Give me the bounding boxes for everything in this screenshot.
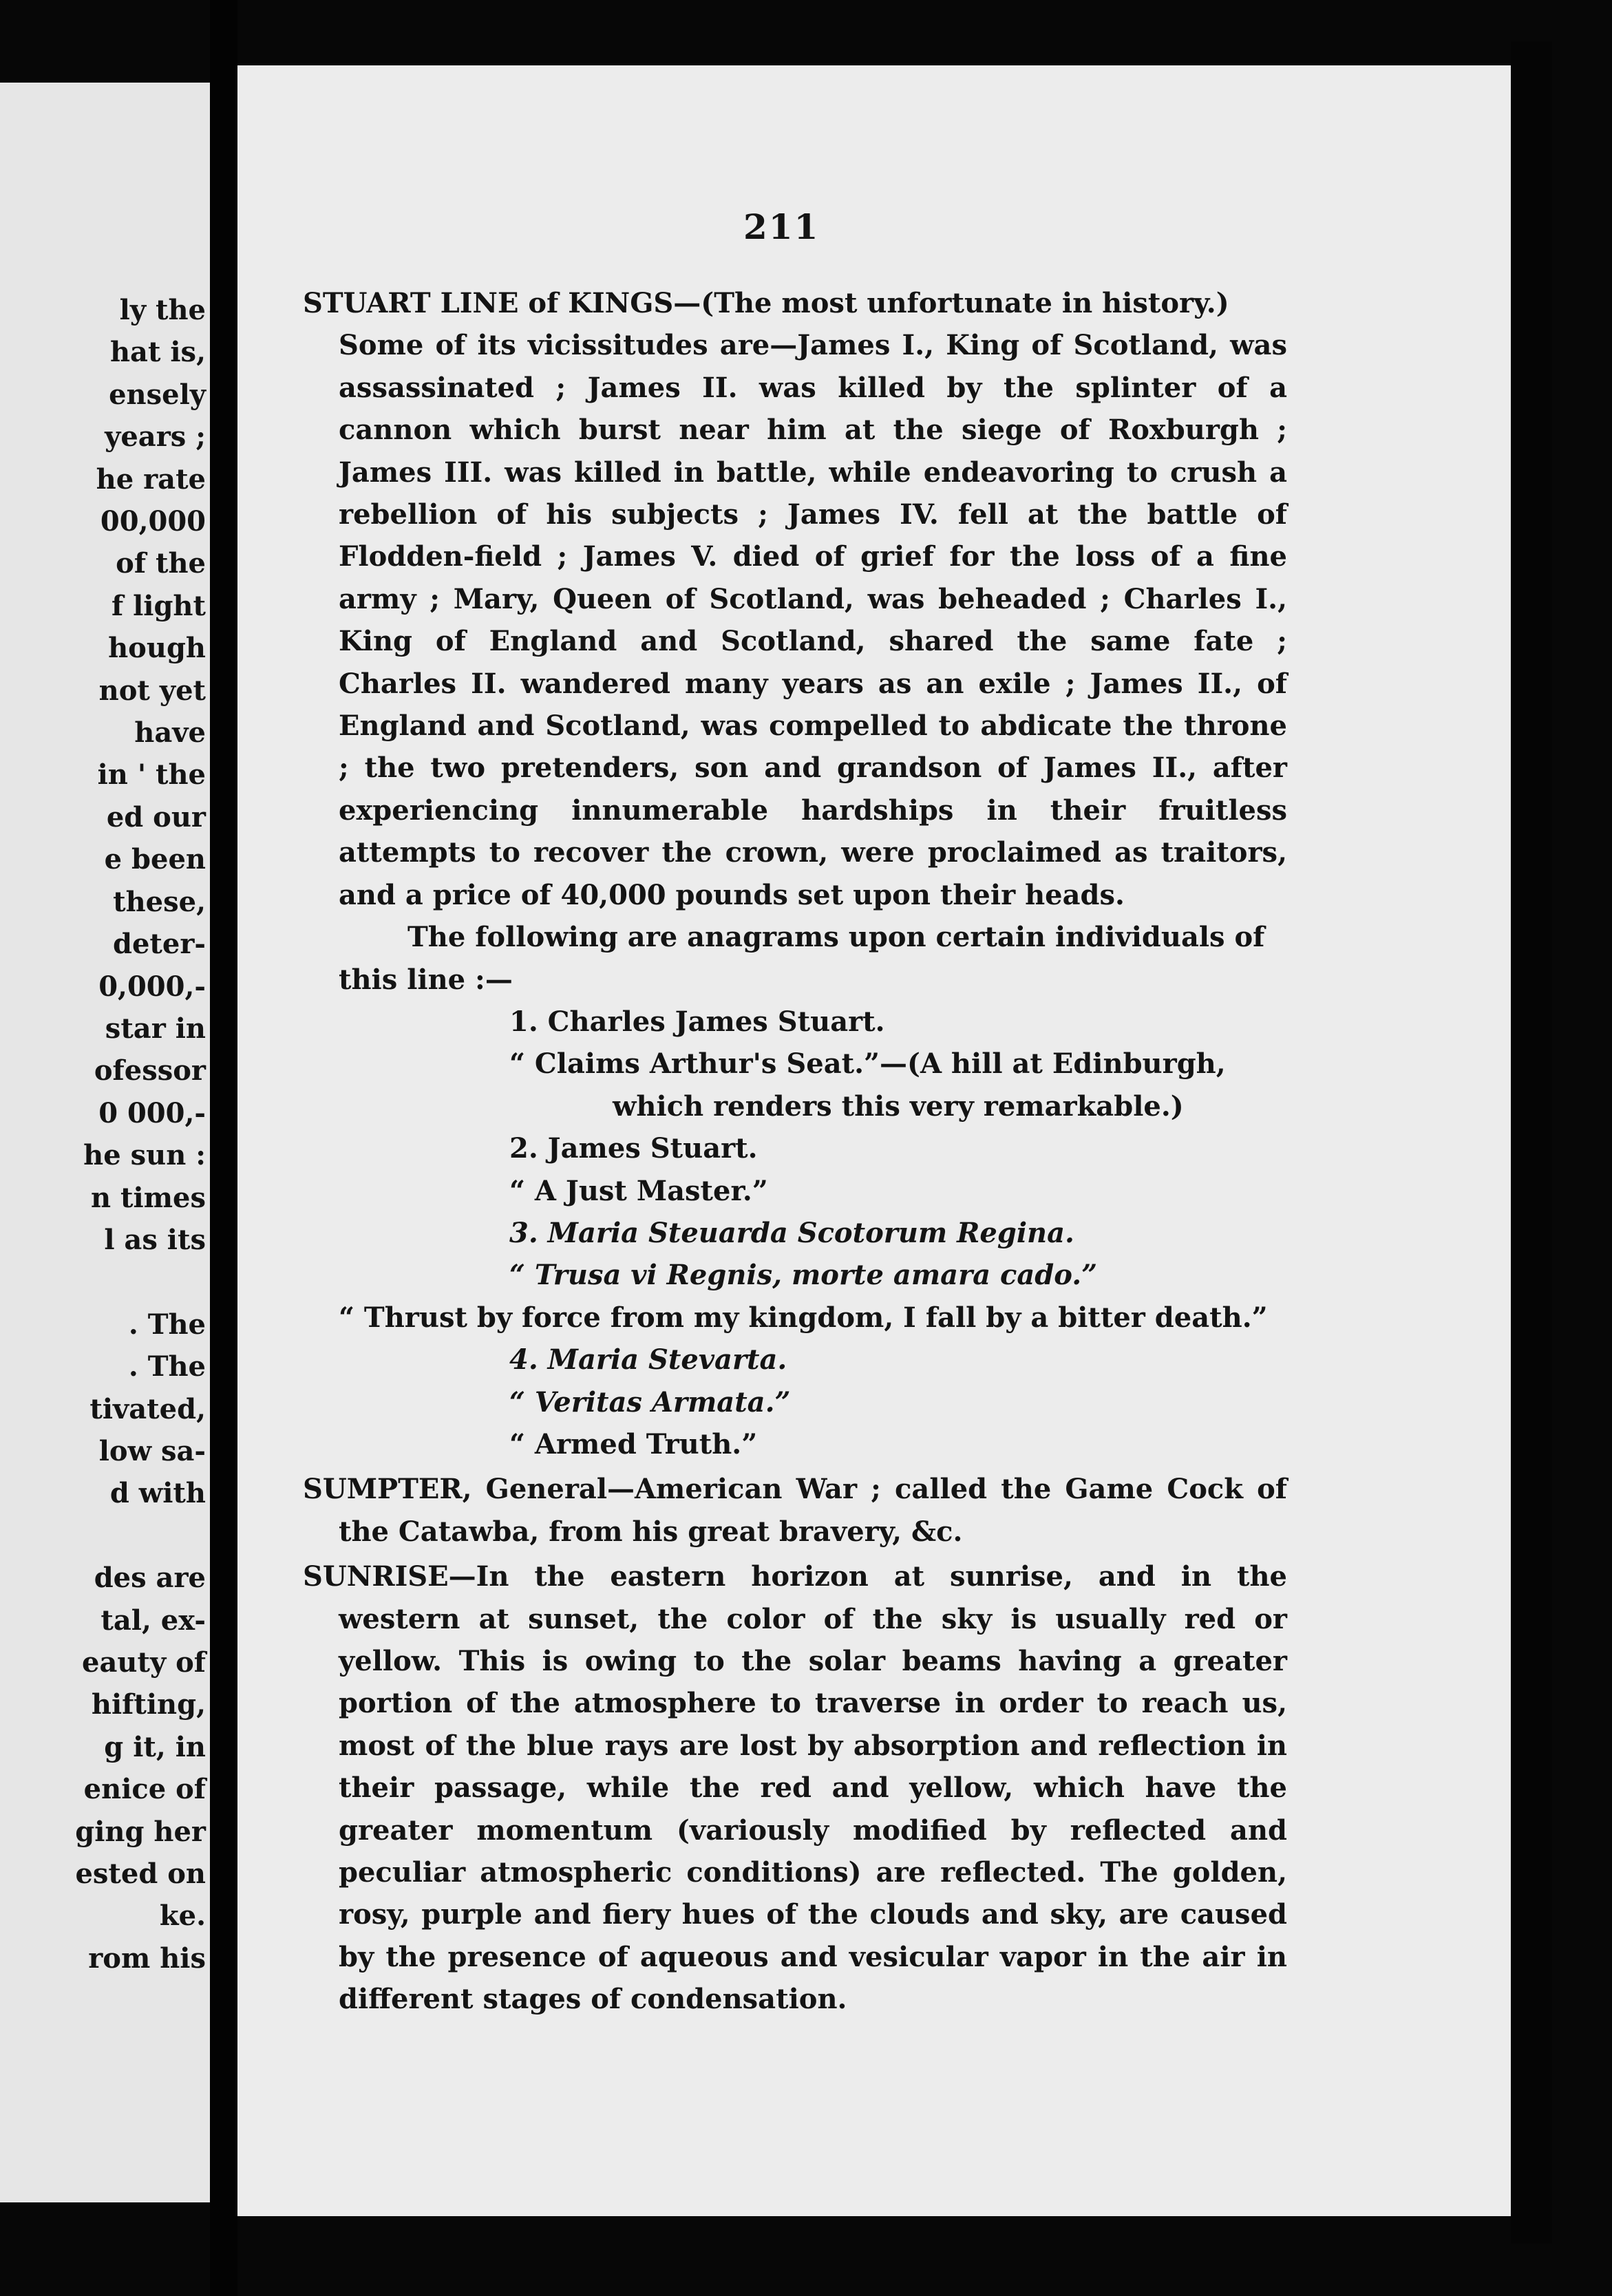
left-page-line: ested on	[75, 1858, 206, 1890]
left-page-line: 00,000	[100, 505, 206, 538]
left-page-line: years ;	[105, 421, 206, 454]
left-page-line: deter-	[112, 928, 206, 961]
entry-term: STUART LINE of KINGS	[303, 287, 674, 319]
left-page-line: have	[134, 716, 206, 750]
anagram-1-note: which renders this very remarkable.)	[613, 1089, 1184, 1123]
left-page-line: enice of	[83, 1773, 206, 1806]
left-page-line: eauty of	[82, 1646, 206, 1679]
anagram-intro: The following are anagrams upon certain individuals of this line :—	[339, 921, 1265, 996]
anagram-3-translation: “ Thrust by force from my kingdom, I fall by a bitter death.”	[339, 1301, 1268, 1334]
left-page-line: 0,000,-	[98, 970, 206, 1003]
left-page-line: rom his	[88, 1942, 206, 1975]
left-page-line: low sa-	[98, 1434, 206, 1467]
left-page-line: of the	[116, 547, 206, 580]
page-edge-shadow	[1511, 41, 1552, 2244]
left-page-line: n times	[91, 1181, 206, 1214]
entry-sunrise	[303, 1555, 1287, 2020]
left-page-line: f light	[111, 589, 206, 622]
left-page-line: d with	[109, 1477, 206, 1510]
entry-term: SUNRISE	[303, 1560, 449, 1593]
anagram-2-name: 2. James Stuart.	[509, 1132, 758, 1165]
left-page-line: he sun :	[83, 1139, 206, 1172]
left-page-line: e been	[104, 843, 206, 876]
entry-heading	[303, 282, 1287, 324]
left-page-line	[75, 1515, 206, 1557]
left-page-line: he rate	[96, 463, 206, 496]
entry-body: Some of its vicissitudes are—James I., King of Scotland, was assassinated ; James II. was killed by the splinter of a cannon which burst near him at the siege of Roxburgh ; James III. was killed in battle, while endeavoring to crush a rebellion of his subjects ; James IV. fell at the battle of Flodden-field ; James V. died of grief for the loss of a fine army ; Mary, Queen of Scotland, was beheaded ; Charles I., King of England and Scotland, shared the same fate ; Charles II. wandered many years as an exile ; James II., of England and Scotland, was compelled to abdicate the throne ; the two pretenders, son and grandson of James II., after experiencing innumerable hardships in their fruitless attempts to recover the crown, were proclaimed as traitors, and a price of 40,000 pounds set upon their heads.	[339, 329, 1287, 911]
left-page-line: ed our	[106, 800, 206, 833]
left-page-line: tivated,	[89, 1392, 206, 1425]
anagram-2-answer: “ A Just Master.”	[509, 1174, 768, 1207]
left-page-line: des are	[94, 1562, 206, 1595]
entry-lead: —(The most unfortunate in history.)	[673, 287, 1229, 319]
anagram-1-answer: “ Claims Arthur's Seat.”—(A hill at Edinburgh,	[509, 1048, 1226, 1081]
left-page-line: these,	[113, 885, 206, 918]
left-page-line: ly the	[119, 294, 206, 326]
entry-stuart-line-of-kings	[303, 282, 1287, 1465]
left-page-line: g it, in	[104, 1730, 206, 1763]
entry-body: General—American War ; called the Game Cock of the Catawba, from his great bravery, &c.	[339, 1473, 1287, 1548]
left-page-line: 0 000,-	[98, 1096, 206, 1129]
page-number: 211	[743, 206, 820, 247]
left-page-line: tal, ex-	[100, 1604, 206, 1637]
left-page-line: hifting,	[91, 1688, 206, 1721]
left-page-line: ofessor	[94, 1054, 206, 1087]
anagram-3-answer: “ Trusa vi Regnis, morte amara cado.”	[509, 1259, 1098, 1292]
left-page-line: hough	[108, 632, 206, 665]
left-page-line: not yet	[98, 674, 206, 707]
entry-sumpter	[303, 1468, 1287, 1553]
left-page-line: in ' the	[97, 758, 206, 791]
left-page-line: . The	[128, 1308, 206, 1341]
left-page-line: ensely	[109, 378, 206, 411]
entry-term: SUMPTER,	[303, 1473, 472, 1506]
left-page-text-fragment	[75, 289, 206, 1979]
anagram-4-answer: “ Veritas Armata.”	[509, 1385, 791, 1418]
anagram-1-name: 1. Charles James Stuart.	[509, 1005, 885, 1038]
left-page-line: l as its	[104, 1223, 206, 1256]
page-content	[303, 282, 1287, 2021]
left-page-line: hat is,	[109, 336, 206, 369]
book-gutter	[210, 0, 237, 2296]
anagram-4-translation: “ Armed Truth.”	[509, 1427, 758, 1460]
anagram-4-name: 4. Maria Stevarta.	[509, 1343, 787, 1376]
left-page-line: ke.	[159, 1900, 206, 1933]
left-page-line: . The	[128, 1350, 206, 1383]
left-page-line	[75, 1261, 206, 1303]
left-page-line: ging her	[75, 1815, 206, 1848]
left-page-line: star in	[105, 1012, 206, 1045]
anagram-3-name: 3. Maria Steuarda Scotorum Regina.	[509, 1216, 1074, 1249]
left-facing-page	[0, 83, 210, 2202]
entry-body: —In the eastern horizon at sunrise, and in the western at sunset, the color of the sky is usually red or yellow. This is owing to the solar beams having a greater portion of the atmosphere to traverse in order to reach us, most of the blue rays are lost by absorption and reflection in their passage, while the red and yellow, which have the greater momentum (variously modified by reflected and peculiar atmospheric conditions) are reflected. The golden, rosy, purple and fiery hues of the clouds and sky, are caused by the presence of aqueous and vesicular vapor in the air in different stages of condensation.	[339, 1560, 1287, 2016]
